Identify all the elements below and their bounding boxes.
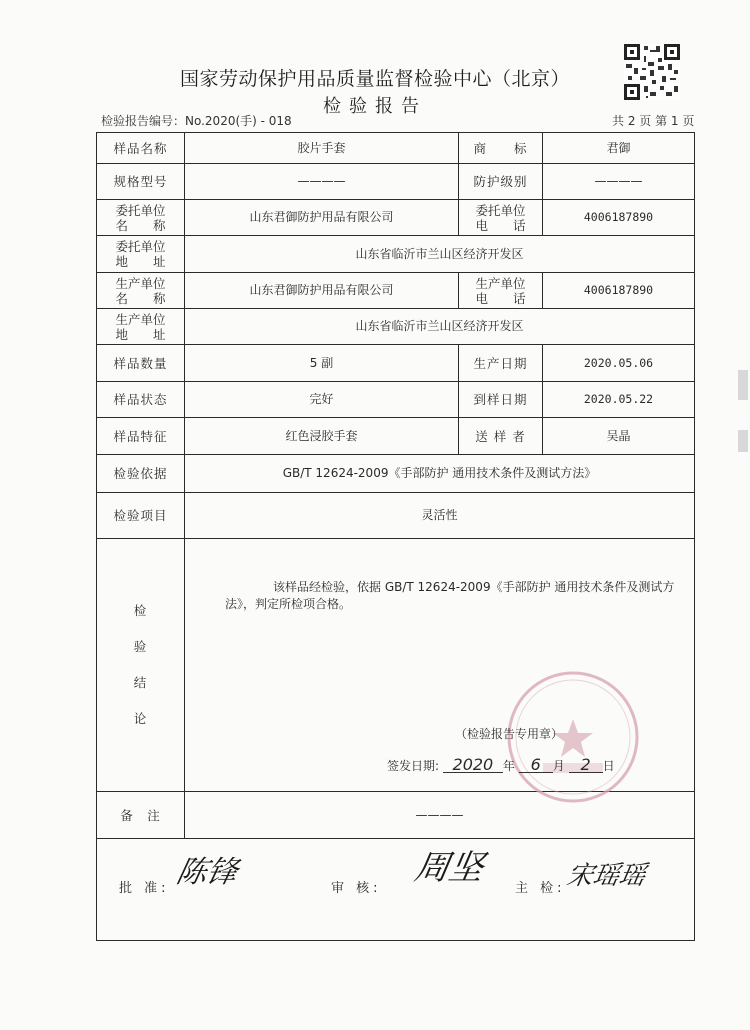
client-phone-label: 委托单位 电 话 (459, 200, 543, 236)
quantity-label: 样品数量 (97, 345, 185, 382)
table-row (97, 164, 695, 200)
main-inspector-signature: 宋瑶瑶 (564, 861, 648, 891)
conclusion-label: 检 验 结 论 (97, 539, 185, 792)
table-row (97, 133, 695, 164)
client-address-label: 委托单位 地 址 (97, 236, 185, 273)
model-label: 规格型号 (97, 164, 185, 200)
sample-state-label: 样品状态 (97, 382, 185, 418)
table-row (97, 493, 695, 539)
trademark-value: 君御 (543, 133, 695, 164)
main-inspector-label: 主 检: (515, 881, 566, 896)
maker-phone-value: 4006187890 (543, 273, 695, 309)
sample-feature-label: 样品特征 (97, 418, 185, 455)
table-row (97, 345, 695, 382)
client-name-value: 山东君御防护用品有限公司 (185, 200, 459, 236)
table-row (97, 382, 695, 418)
table-row (97, 273, 695, 309)
remarks-label: 备 注 (97, 792, 185, 839)
items-value: 灵活性 (185, 493, 695, 539)
report-table (96, 132, 695, 941)
approve-signature: 陈锋 (173, 855, 241, 890)
model-value: ———— (185, 164, 459, 200)
report-org-title: 国家劳动保护用品质量监督检验中心（北京） (179, 68, 570, 90)
protection-level-label: 防护级别 (459, 164, 543, 200)
production-date-value: 2020.05.06 (543, 345, 695, 382)
maker-phone-label: 生产单位 电 话 (459, 273, 543, 309)
arrival-date-label: 到样日期 (459, 382, 543, 418)
issue-date: 签发日期: 2020 年 6 月 2 日 (387, 755, 615, 774)
sender-value: 吴晶 (543, 418, 695, 455)
table-row (97, 309, 695, 345)
client-phone-value: 4006187890 (543, 200, 695, 236)
sample-name-label: 样品名称 (97, 133, 185, 164)
review-label: 审 核: (331, 881, 382, 896)
trademark-label: 商 标 (459, 133, 543, 164)
table-row (97, 455, 695, 493)
table-row (97, 539, 695, 792)
conclusion-cell (185, 539, 695, 792)
page-count: 共 2 页 第 1 页 (612, 114, 695, 128)
report-number: 检验报告编号：No.2020(手) - 018 (101, 114, 292, 128)
maker-name-label: 生产单位 名 称 (97, 273, 185, 309)
remarks-value: ———— (185, 792, 695, 839)
sample-feature-value: 红色浸胶手套 (185, 418, 459, 455)
review-signature: 周坚 (411, 848, 487, 888)
conclusion-text: 该样品经检验，依据 GB/T 12624-2009《手部防护 通用技术条件及测试方法》，判定所检项合格。 (225, 580, 675, 611)
seal-note: （检验报告专用章） (455, 727, 564, 741)
client-name-label: 委托单位 名 称 (97, 200, 185, 236)
scan-edge-mark (738, 430, 748, 452)
arrival-date-value: 2020.05.22 (543, 382, 695, 418)
maker-address-label: 生产单位 地 址 (97, 309, 185, 345)
production-date-label: 生产日期 (459, 345, 543, 382)
sample-name-value: 胶片手套 (185, 133, 459, 164)
table-row (97, 418, 695, 455)
approve-label: 批 准: (119, 881, 170, 896)
sample-state-value: 完好 (185, 382, 459, 418)
basis-label: 检验依据 (97, 455, 185, 493)
maker-address-value: 山东省临沂市兰山区经济开发区 (185, 309, 695, 345)
table-row (97, 236, 695, 273)
client-address-value: 山东省临沂市兰山区经济开发区 (185, 236, 695, 273)
protection-level-value: ———— (543, 164, 695, 200)
scan-edge-mark (738, 370, 748, 400)
sender-label: 送 样 者 (459, 418, 543, 455)
basis-value: GB/T 12624-2009《手部防护 通用技术条件及测试方法》 (185, 455, 695, 493)
table-row (97, 839, 695, 941)
maker-name-value: 山东君御防护用品有限公司 (185, 273, 459, 309)
qr-code-icon (624, 44, 680, 100)
signature-row (97, 839, 695, 941)
table-row (97, 200, 695, 236)
report-title: 检验报告 (323, 96, 427, 117)
items-label: 检验项目 (97, 493, 185, 539)
quantity-value: 5 副 (185, 345, 459, 382)
